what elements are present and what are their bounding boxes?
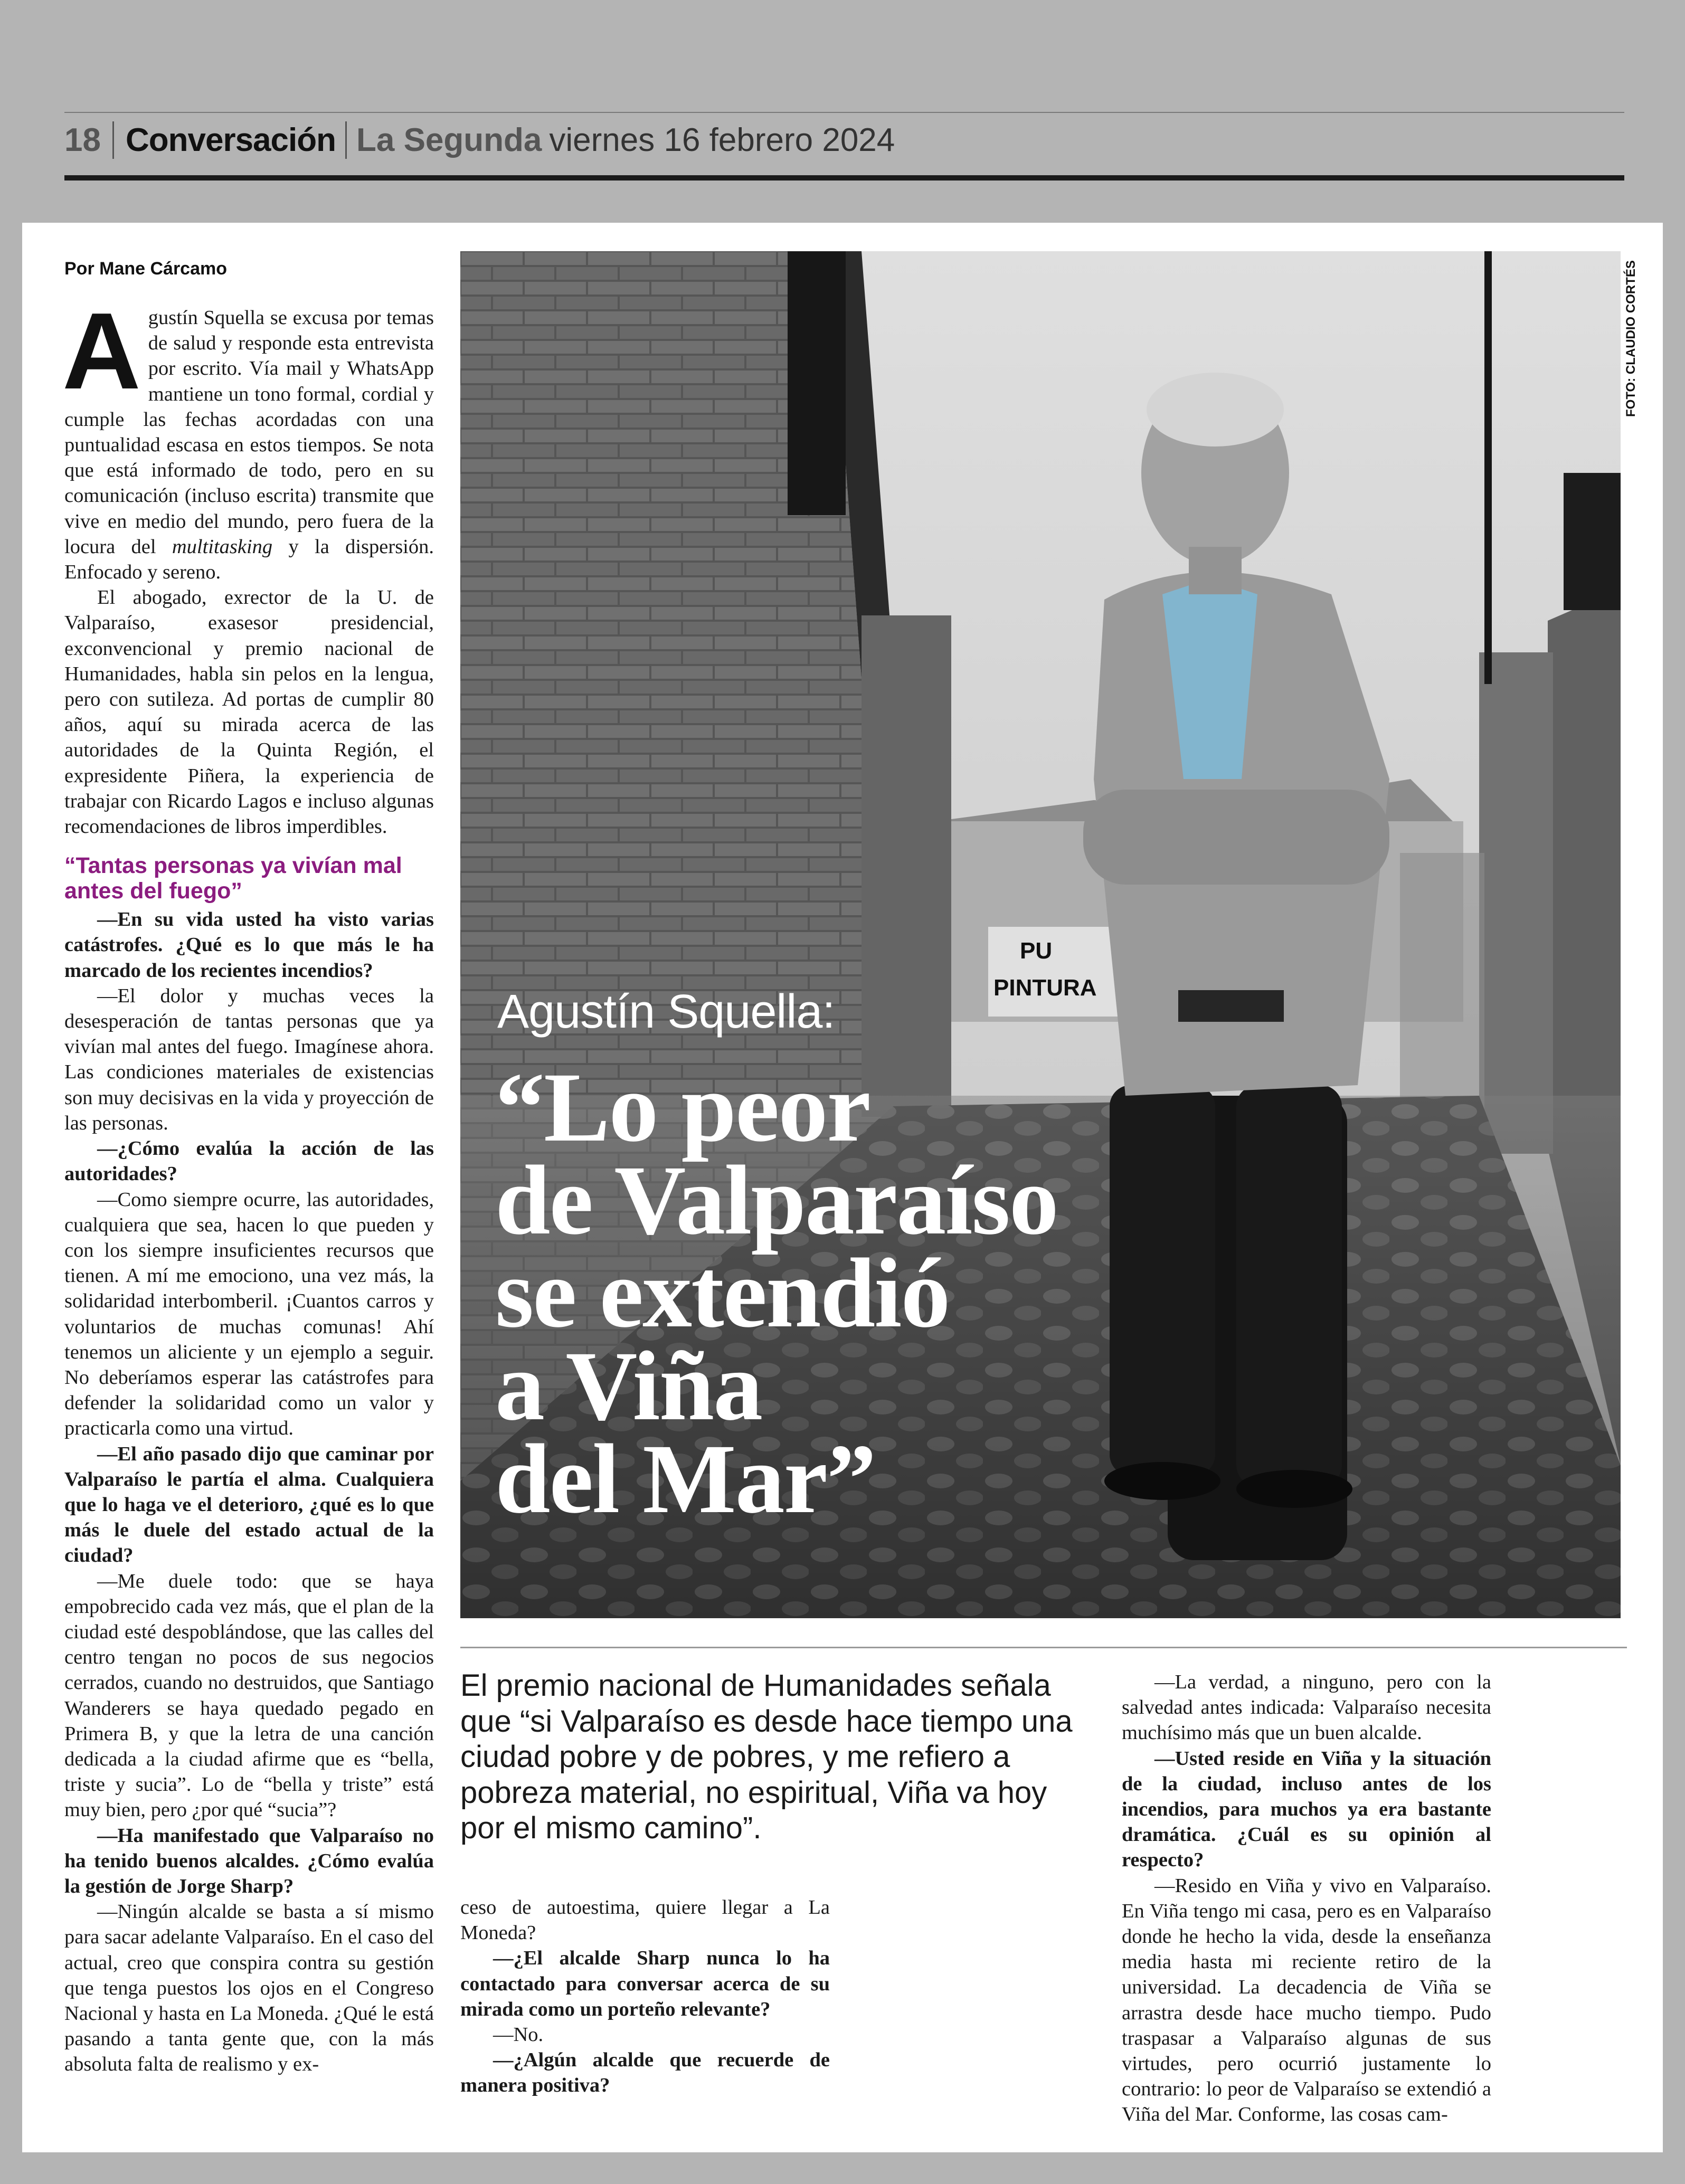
interview-answer: —No. [493,2024,544,2046]
headline-line: “Lo peor [495,1052,870,1162]
interview-answer: —Me duele todo: que se haya empobrecido cada vez más, que el plan de la ciudad esté despoblándose, que las calles del centro tengan no pocos de sus negocios cerrados, cuando no destruidos, que Santiago Wanderers se haya quedado pegado en Primera B, y que la letra de una canción dedicada a la ciudad afirme que es “bella, triste y sucia”. Lo de “bella y triste” está muy bien, pero ¿por qué “sucia”? [64,1570,434,1821]
column-2 [460,1895,830,2098]
headline-line: del Mar” [495,1423,876,1534]
interview-answer: —Resido en Viña y vivo en Valparaíso. En Viña tengo mi casa, pero es en Valparaíso donde he hecho la vida, desde la enseñanza media hasta mi reciente retiro de la universidad. La decadencia de Viña se arrastra desde hace mucho tiempo. Pudo traspasar a Valparaíso algunas de sus virtudes, pero ocurrió justamente lo contrario: lo peor de Valparaíso se extendió a Viña del Mar. Conforme, las cosas cam- [1122,1874,1491,2126]
interview-answer: —La verdad, a ninguno, pero con la salvedad antes indicada: Valparaíso necesita muchísimo más que un buen alcalde. [1122,1671,1491,1744]
byline: Por Mane Cárcamo [64,259,227,279]
headline-line: a Viña [495,1331,762,1441]
interview-question: —¿Cómo evalúa la acción de las autoridades? [64,1137,434,1185]
interview-answer: —Como siempre ocurre, las autoridades, cualquiera que sea, hacen lo que pueden y con los siempre insuficientes recursos que tienen. A mí me emociono, una vez más, la solidaridad interbomberil. ¡Cuantos carros y voluntarios de muchas comunas! Ahí tenemos un aliciente y un ejemplo a seguir. No deberíamos esperar las catástrofes para defender la solidaridad como un valor y practicarla como una virtud. [64,1188,434,1440]
headline-line: de Valparaíso [495,1145,1058,1255]
issue-date: viernes 16 febrero 2024 [549,121,895,158]
column-1-body [64,907,434,2077]
headline-kicker: Agustín Squella: [497,985,835,1038]
headline [495,1052,1234,1534]
interview-question: —Ha manifestado que Valparaíso no ha tenido buenos alcaldes. ¿Cómo evalúa la gestión de Jorge Sharp? [64,1824,434,1897]
drop-cap: A [62,290,141,412]
column-3 [1122,1669,1491,2128]
interview-answer: ceso de autoestima, quiere llegar a La Moneda? [460,1896,830,1944]
interview-question: —Usted reside en Viña y la situación de la ciudad, incluso antes de los incendios, para muchos ya era bastante dramática. ¿Cuál es su opinión al respecto? [1122,1747,1491,1872]
interview-question: —El año pasado dijo que caminar por Valparaíso le partía el alma. Cualquiera que lo haga ve el deterioro, ¿qué es lo que más le duele del estado actual de la ciudad? [64,1442,434,1567]
interview-question: —En su vida usted ha visto varias catástrofes. ¿Qué es lo que más le ha marcado de los recientes incendios? [64,908,434,982]
interview-answer: —El dolor y muchas veces la desesperación de tantas personas que ya vivían mal antes del fuego. Imagínese ahora. Las condiciones materiales de existencias son muy decisivas en la vida y proyección de las personas. [64,984,434,1134]
section-name: Conversación [114,121,347,159]
page-number: 18 [64,121,114,159]
photo-credit: FOTO: CLAUDIO CORTÉS [1624,260,1638,417]
column-3-body [1122,1669,1491,2128]
deck-rule [460,1647,1627,1648]
interview-answer: —Ningún alcalde se basta a sí mismo para sacar adelante Valparaíso. En el caso del actual, creo que conspira contra su gestión que tenga puestos los ojos en el Congreso Nacional y hasta en La Moneda. ¿Qué le está pasando a tanta gente que, con la más absoluta falta de realismo y ex- [64,1901,434,2076]
intro-paragraph: Agustín Squella se excusa por temas de salud y responde esta entrevista por escrito. Vía mail y WhatsApp mantiene un tono formal, cordial y cumple las fechas acordadas con una puntualidad escasa en estos tiempos. Se nota que está informado de todo, pero en su comunicación (incluso escrita) transmite que vive en medio del mundo, pero fuera de la locura del multitasking y la dispersión. Enfocado y sereno. [62,290,434,584]
page-header [64,117,1624,163]
subheading: “Tantas personas ya vivían mal antes del fuego” [64,853,402,904]
sign-text-2: PINTURA [993,975,1097,1001]
sign-text-1: PU [1020,938,1053,964]
deck-summary: El premio nacional de Humanidades señala que “si Valparaíso es desde hace tiempo una ciudad pobre y de pobres, y me refiero a pobreza material, no espiritual, Viña va hoy por el mismo camino”. [460,1668,1073,1845]
interview-question: —¿Algún alcalde que recuerde de manera positiva? [460,2049,830,2097]
header-top-rule [64,112,1624,113]
headline-line: se extendió [495,1238,950,1348]
publication-name: La Segunda [356,121,542,158]
header-rule [64,175,1624,181]
interview-question: —¿El alcalde Sharp nunca lo ha contactado para conversar acerca de su mirada como un porteño relevante? [460,1947,830,2020]
column-1 [62,290,434,2077]
intro-paragraph-2: El abogado, exrector de la U. de Valparaíso, exasesor presidencial, exconvencional y premio nacional de Humanidades, habla sin pelos en la lengua, pero con sutileza. Ad portas de cumplir 80 años, aquí su mirada acerca de las autoridades de la Quinta Región, el expresidente Piñera, la experiencia de trabajar con Ricardo Lagos e incluso algunas recomendaciones de libros imperdibles. [64,586,434,838]
column-2-body [460,1895,830,2098]
